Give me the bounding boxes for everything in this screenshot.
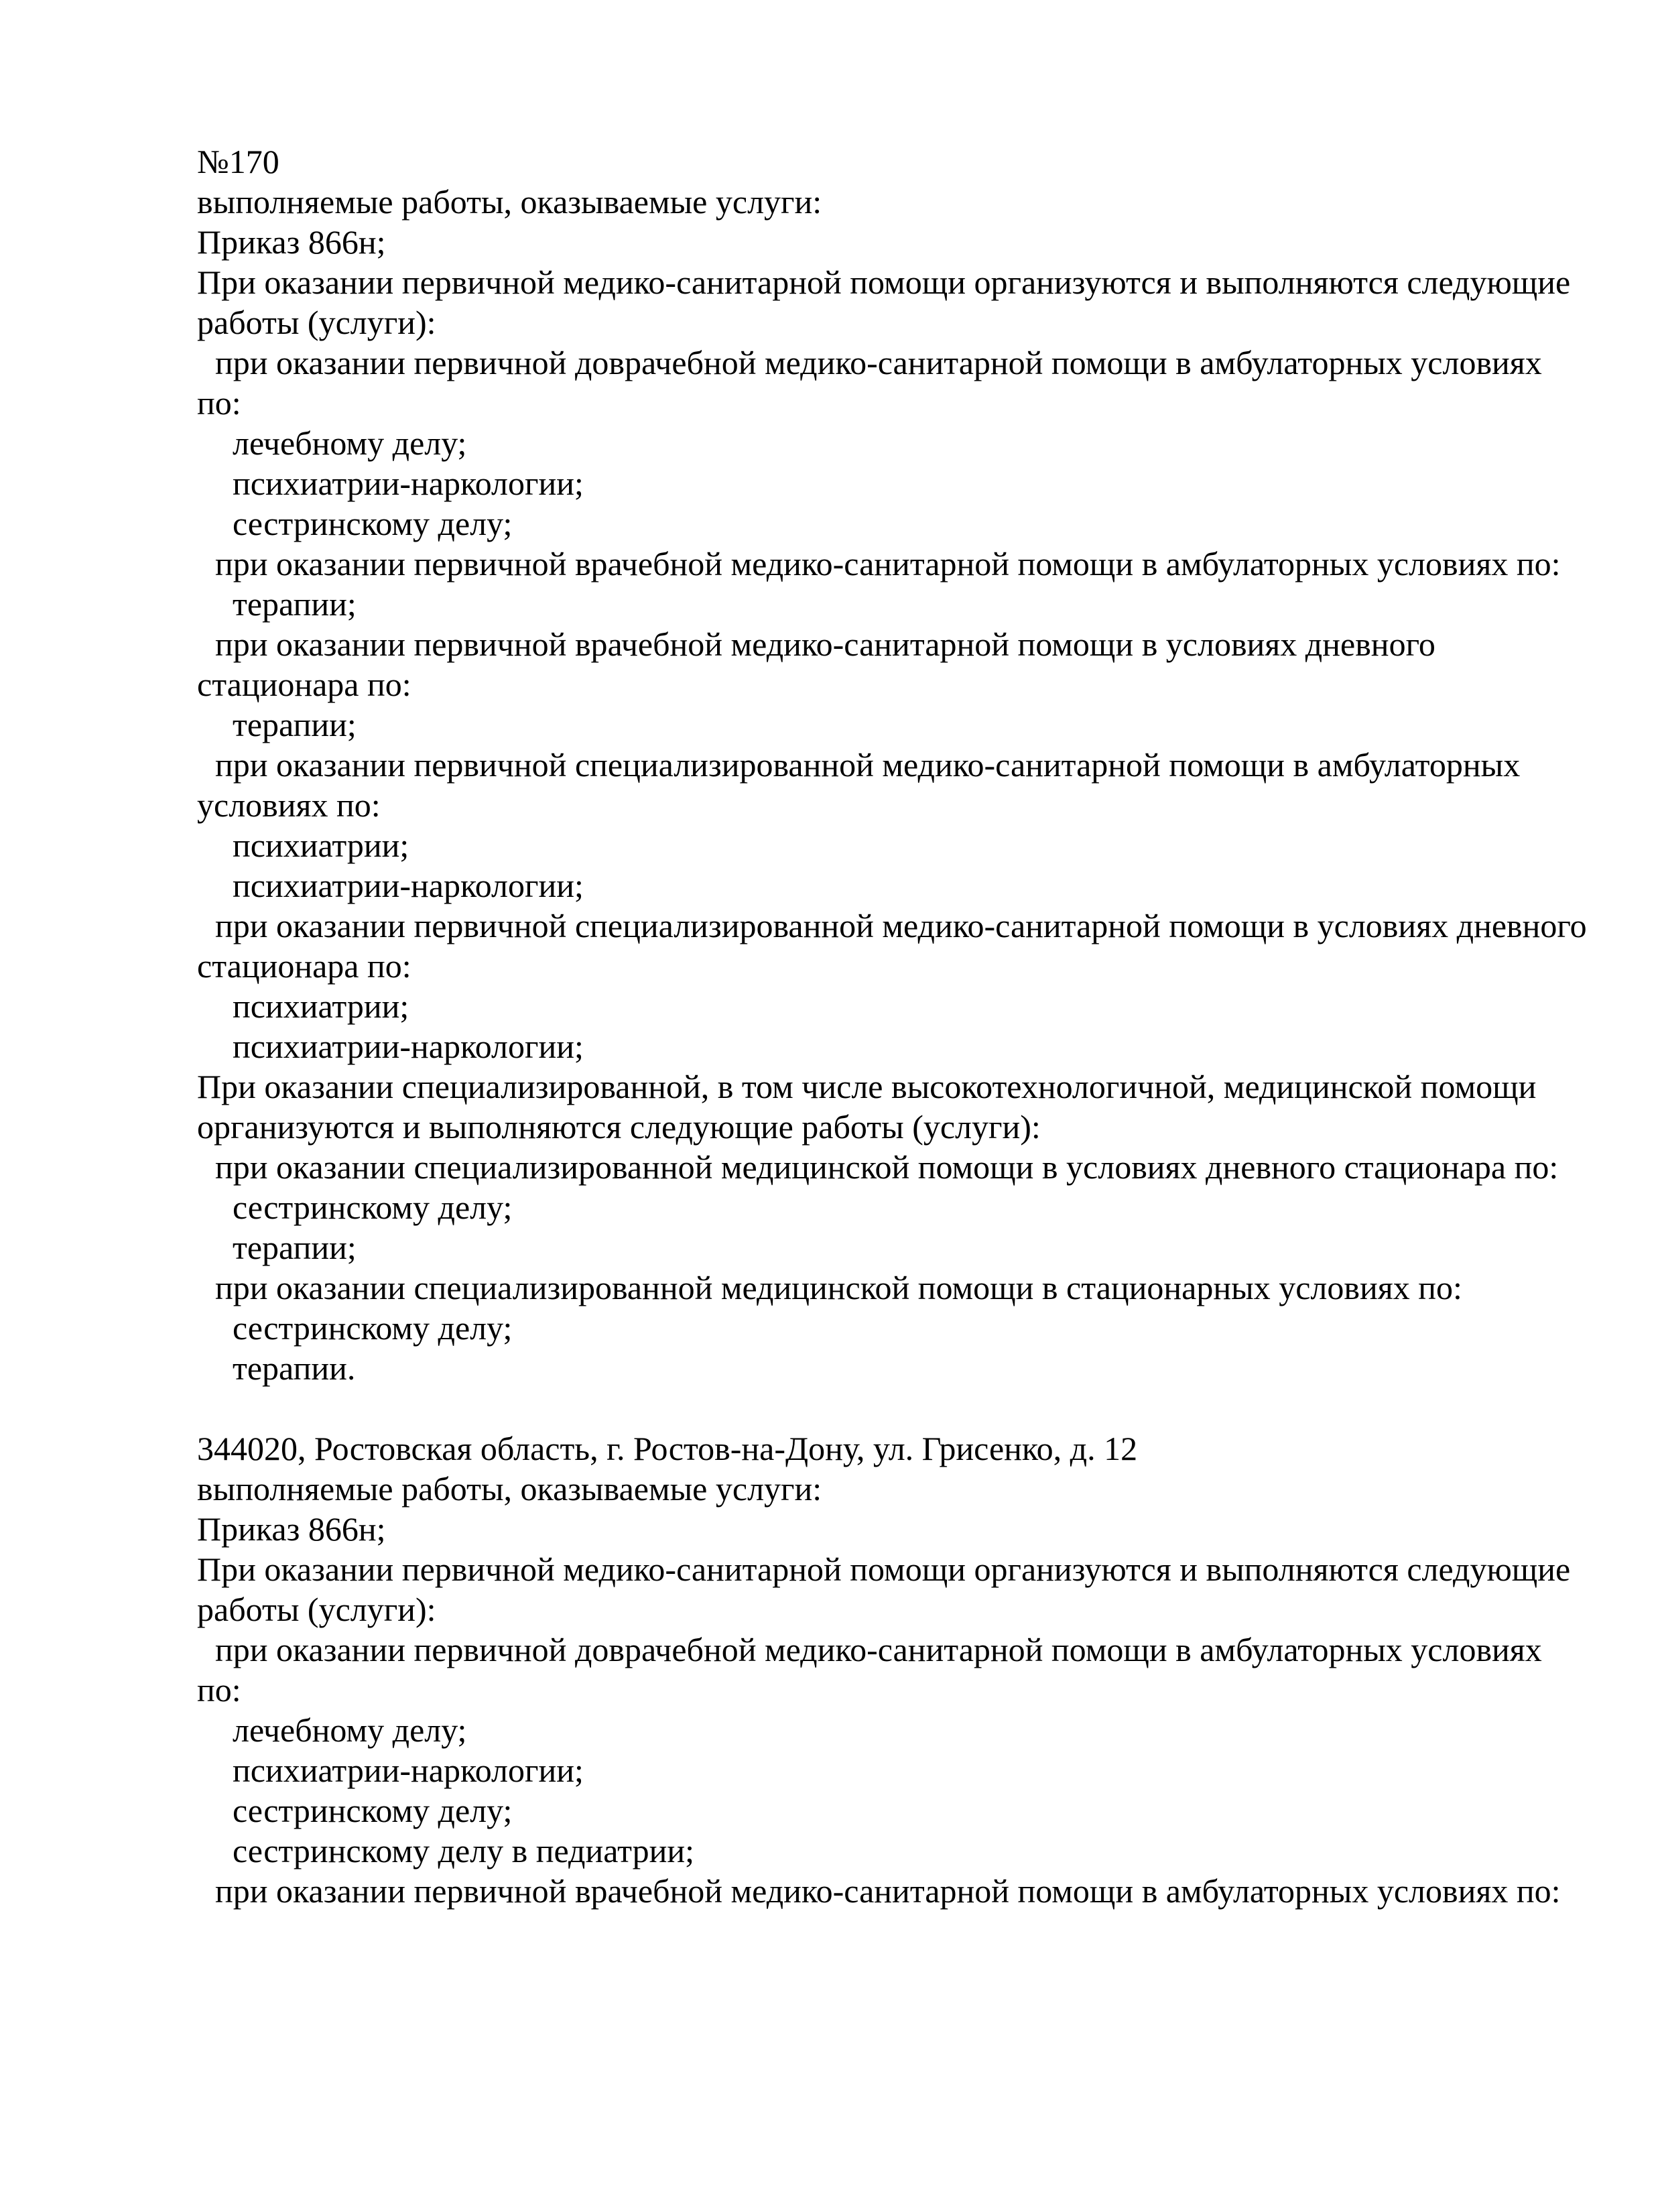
document-line: стационара по: [197, 947, 411, 985]
document-line: психиатрии; [233, 826, 409, 864]
document-line: сестринскому делу в педиатрии; [233, 1832, 694, 1869]
document-line: стационара по: [197, 666, 411, 703]
document-line: психиатрии-наркологии; [233, 1028, 584, 1065]
document-line: психиатрии-наркологии; [233, 1752, 584, 1789]
document-line: работы (услуги): [197, 304, 436, 341]
document-line: при оказании первичной специализированной медико-санитарной помощи в амбулаторных [215, 746, 1521, 784]
document-line: сестринскому делу; [233, 1188, 513, 1226]
document-line: при оказании специализированной медицинской помощи в условиях дневного стационара по: [215, 1148, 1559, 1186]
document-line: лечебному делу; [233, 1711, 467, 1749]
document-line: условиях по: [197, 786, 381, 824]
document-line: сестринскому делу; [233, 505, 513, 542]
document-line: терапии; [233, 585, 357, 623]
document-line: лечебному делу; [233, 424, 467, 462]
document-line: по: [197, 384, 241, 422]
document-line: организуются и выполняются следующие работы (услуги): [197, 1108, 1041, 1146]
document-line: терапии; [233, 706, 357, 743]
document-line: по: [197, 1671, 241, 1709]
document-line: сестринскому делу; [233, 1309, 513, 1347]
document-line: сестринскому делу; [233, 1792, 513, 1829]
document-line: при оказании специализированной медицинской помощи в стационарных условиях по: [215, 1269, 1462, 1306]
document-line: выполняемые работы, оказываемые услуги: [197, 183, 822, 221]
document-line: психиатрии-наркологии; [233, 465, 584, 502]
document-line: №170 [197, 143, 279, 180]
document-line: При оказании первичной медико-санитарной помощи организуются и выполняются следующие [197, 1550, 1571, 1588]
document-line: при оказании первичной врачебной медико-санитарной помощи в амбулаторных условиях по: [215, 545, 1561, 582]
document-line: выполняемые работы, оказываемые услуги: [197, 1470, 822, 1508]
document-line: при оказании первичной врачебной медико-санитарной помощи в амбулаторных условиях по: [215, 1872, 1561, 1910]
document-line: при оказании первичной врачебной медико-санитарной помощи в условиях дневного [215, 625, 1435, 663]
document-line: при оказании первичной специализированной медико-санитарной помощи в условиях дневного [215, 907, 1587, 944]
document-line: При оказании первичной медико-санитарной помощи организуются и выполняются следующие [197, 263, 1571, 301]
document-line: при оказании первичной доврачебной медико-санитарной помощи в амбулаторных условиях [215, 1631, 1542, 1668]
document-line: терапии. [233, 1349, 356, 1387]
document-line: работы (услуги): [197, 1591, 436, 1628]
document-text [197, 141, 1611, 1911]
document-line: Приказ 866н; [197, 223, 386, 261]
document-line: при оказании первичной доврачебной медико-санитарной помощи в амбулаторных условиях [215, 344, 1542, 381]
document-line: Приказ 866н; [197, 1510, 386, 1548]
document-line: При оказании специализированной, в том числе высокотехнологичной, медицинской помощи [197, 1068, 1537, 1105]
document-line: психиатрии; [233, 987, 409, 1025]
document-line: терапии; [233, 1229, 357, 1266]
document-line: 344020, Ростовская область, г. Ростов-на-Дону, ул. Грисенко, д. 12 [197, 1430, 1138, 1467]
blank-line [197, 1388, 1611, 1428]
document-line: психиатрии-наркологии; [233, 867, 584, 904]
